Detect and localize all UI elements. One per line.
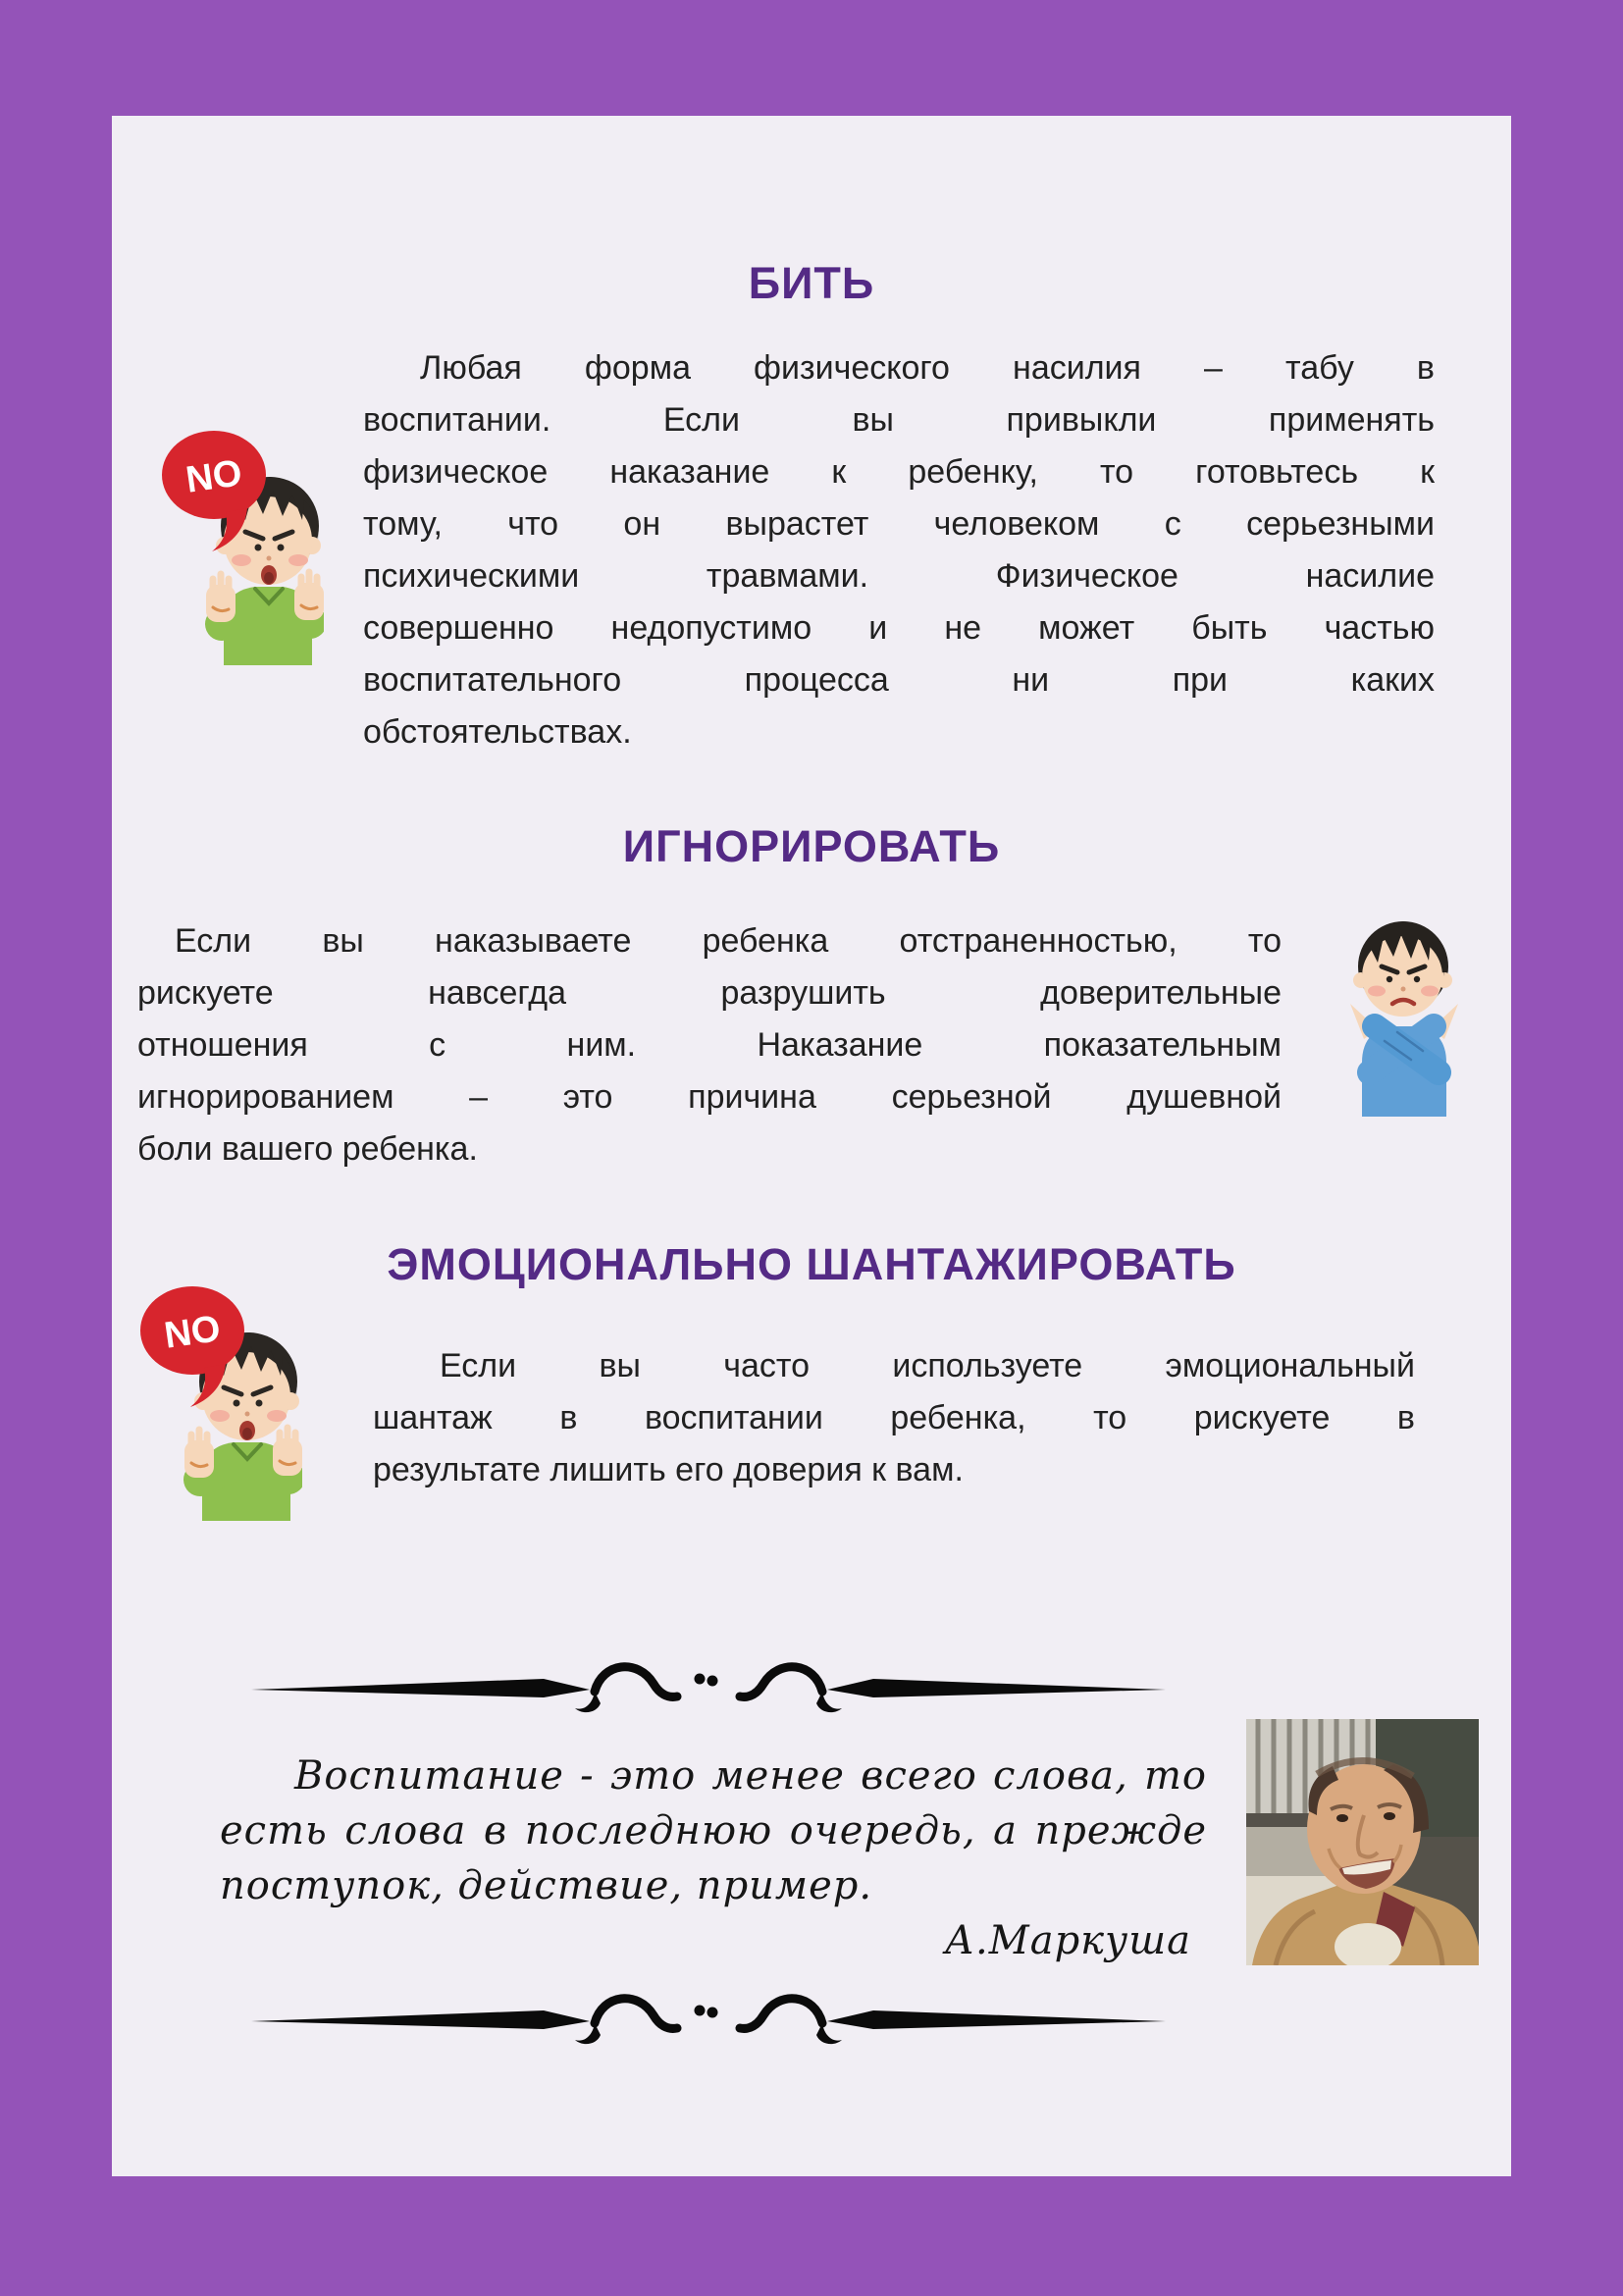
paragraph-line: психическими травмами. Физическое насилие (363, 557, 1435, 595)
author-photo (1246, 1719, 1479, 1965)
paragraph-line: игнорированием – это причина серьезной душевной (137, 1078, 1282, 1116)
paragraph-line: тому, что он вырастет человеком с серьезными (363, 505, 1435, 543)
paragraph-line: физическое наказание к ребенку, то готовьтесь к (363, 453, 1435, 491)
paragraph-line: Если вы часто используете эмоциональный (440, 1347, 1415, 1384)
no-gesture-person-illustration-2 (139, 1285, 302, 1521)
quote-block (220, 1748, 1207, 1968)
no-gesture-person-illustration-1 (161, 430, 324, 665)
paragraph-line: Любая форма физического насилия – табу в (420, 349, 1435, 387)
poster-page (112, 116, 1511, 2176)
paragraph-line: боли вашего ребенка. (137, 1130, 478, 1168)
paragraph-line: воспитании. Если вы привыкли применять (363, 401, 1435, 439)
crossed-arms-person-illustration (1340, 915, 1468, 1117)
section-title-hitting: БИТЬ (748, 258, 875, 308)
paragraph-line: воспитательного процесса ни при каких (363, 661, 1435, 699)
section-paragraph-emotional-blackmail (373, 1340, 1415, 1496)
section-title-emotional-blackmail: ЭМОЦИОНАЛЬНО ШАНТАЖИРОВАТЬ (387, 1239, 1236, 1289)
quote-line: есть слова в последнюю очередь, а прежде (220, 1808, 1207, 1853)
quote-line: Воспитание - это менее всего слова, то (294, 1753, 1207, 1799)
divider-flourish-bottom (249, 1984, 1168, 2055)
paragraph-line: отношения с ним. Наказание показательным (137, 1026, 1282, 1064)
paragraph-line: обстоятельствах. (363, 713, 632, 751)
paragraph-line: рискуете навсегда разрушить доверительные (137, 974, 1282, 1012)
quote-author: А.Маркуша (944, 1918, 1191, 1963)
paragraph-line: совершенно недопустимо и не может быть частью (363, 609, 1435, 647)
section-paragraph-ignoring (137, 915, 1282, 1175)
section-title-ignoring: ИГНОРИРОВАТЬ (622, 821, 1001, 871)
divider-flourish-top (249, 1652, 1168, 1723)
paragraph-line: шантаж в воспитании ребенка, то рискуете в (373, 1399, 1415, 1436)
quote-line: поступок, действие, пример. (220, 1863, 873, 1908)
section-paragraph-hitting (363, 342, 1435, 758)
paragraph-line: Если вы наказываете ребенка отстраненностью, то (175, 922, 1282, 960)
paragraph-line: результате лишить его доверия к вам. (373, 1451, 964, 1488)
